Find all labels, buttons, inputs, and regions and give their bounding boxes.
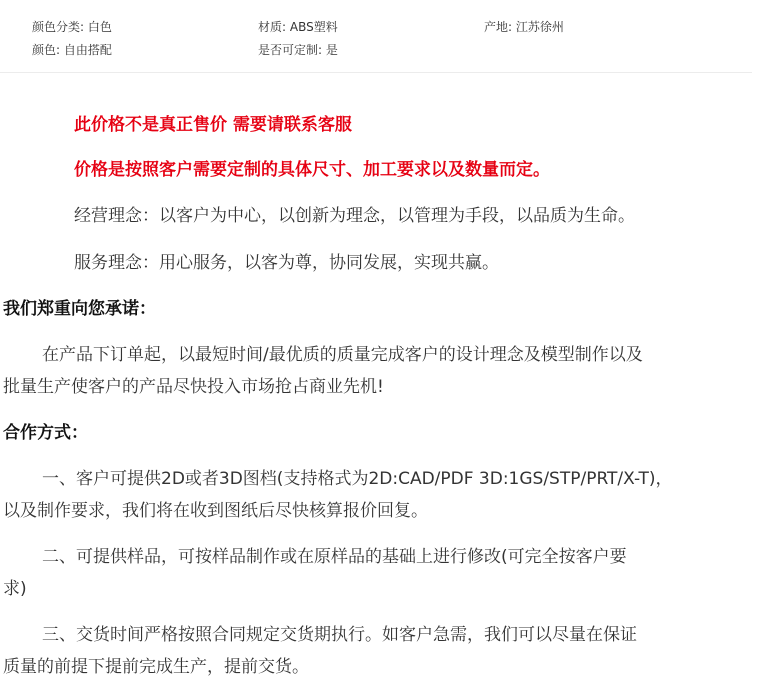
price-notice-line1: 此价格不是真正售价 需要请联系客服 bbox=[74, 115, 352, 135]
cooperation-item2-line1: 二、可提供样品，可按样品制作或在原样品的基础上进行修改(可完全按客户要 bbox=[42, 547, 627, 567]
cooperation-heading: 合作方式： bbox=[3, 423, 88, 443]
promise-text-line2: 批量生产使客户的产品尽快投入市场抢占商业先机! bbox=[3, 377, 384, 397]
attr-customizable: 是否可定制: 是 bbox=[258, 43, 338, 57]
cooperation-item3-line1: 三、交货时间严格按照合同规定交货期执行。如客户急需，我们可以尽量在保证 bbox=[42, 625, 637, 645]
attr-material: 材质: ABS塑料 bbox=[258, 20, 338, 34]
product-attributes bbox=[0, 0, 752, 73]
attr-color-category: 颜色分类: 白色 bbox=[32, 20, 112, 34]
business-philosophy: 经营理念：以客户为中心，以创新为理念，以管理为手段，以品质为生命。 bbox=[74, 206, 635, 226]
price-notice-line2: 价格是按照客户需要定制的具体尺寸、加工要求以及数量而定。 bbox=[74, 160, 550, 180]
promise-text-line1: 在产品下订单起，以最短时间/最优质的质量完成客户的设计理念及模型制作以及 bbox=[42, 345, 643, 365]
service-philosophy: 服务理念：用心服务，以客为尊，协同发展，实现共赢。 bbox=[74, 253, 499, 273]
promise-heading: 我们郑重向您承诺： bbox=[3, 299, 156, 319]
cooperation-item2-line2: 求) bbox=[3, 579, 27, 599]
cooperation-item1-line2: 以及制作要求，我们将在收到图纸后尽快核算报价回复。 bbox=[3, 501, 428, 521]
cooperation-item1-line1: 一、客户可提供2D或者3D图档(支持格式为2D:CAD/PDF 3D:1GS/STP/PRT/X-T)， bbox=[42, 469, 673, 489]
attr-color: 颜色: 自由搭配 bbox=[32, 43, 112, 57]
attr-origin: 产地: 江苏徐州 bbox=[484, 20, 564, 34]
cooperation-item3-line2: 质量的前提下提前完成生产，提前交货。 bbox=[3, 657, 309, 677]
